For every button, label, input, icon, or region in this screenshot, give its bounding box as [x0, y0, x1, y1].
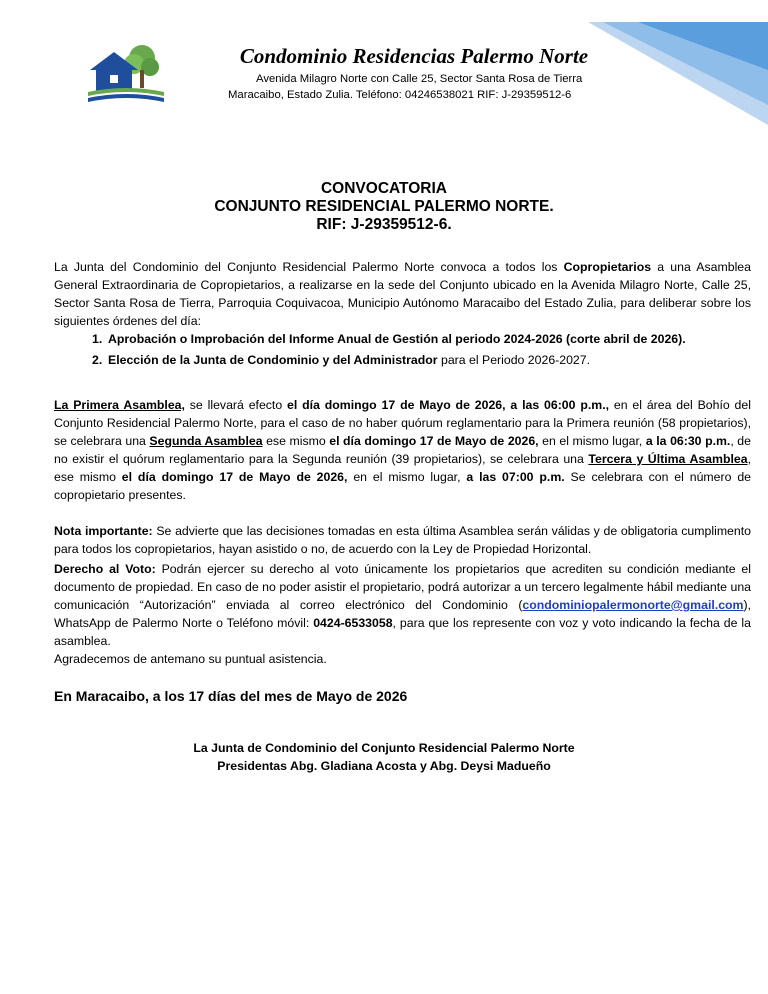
agenda-item: 2. Elección de la Junta de Condominio y del Administrador para el Periodo 2026-2027.	[92, 353, 591, 367]
signature-line-2: Presidentas Abg. Gladiana Acosta y Abg. Deysi Madueño	[217, 759, 551, 773]
agenda-list	[84, 331, 751, 373]
signature-line-1: La Junta de Condominio del Conjunto Residencial Palermo Norte	[193, 741, 575, 755]
closing-line: En Maracaibo, a los 17 días del mes de Mayo de 2026	[54, 688, 408, 704]
note-paragraph: Nota importante: Se advierte que las decisiones tomadas en esta última Asamblea serán válidas y de obligatoria cumplimento para todos los copropietarios, hayan asistido o no, de acuerdo con la Ley de Propiedad Horizontal.	[54, 524, 751, 556]
title-line-1: CONVOCATORIA	[320, 180, 447, 197]
document-title	[0, 180, 768, 234]
title-line-2: CONJUNTO RESIDENCIAL PALERMO NORTE.	[214, 198, 554, 215]
agenda-item: 1. Aprobación o Improbación del Informe Anual de Gestión al periodo 2024-2026 (corte abril de 2026).	[92, 332, 686, 346]
address-line-1: Avenida Milagro Norte con Calle 25, Sector Santa Rosa de Tierra	[256, 73, 583, 85]
thanks-text: Agradecemos de antemano su puntual asistencia.	[54, 652, 327, 666]
address-line-2: Maracaibo, Estado Zulia. Teléfono: 04246538021 RIF: J-29359512-6	[228, 89, 572, 101]
intro-paragraph: La Junta del Condominio del Conjunto Residencial Palermo Norte convoca a todos los Copropietarios a una Asamblea General Extraordinaria de Copropietarios, a realizarse en la sede del Conjunto ubicado en la Avenida Milagro Norte, Calle 25, Sector Santa Rosa de Tierra, Parroquia Coquivacoa, Municipio Autónomo Maracaibo del Estado Zulia, para deliberar sobre los siguientes órdenes del día:	[54, 260, 751, 328]
vote-paragraph: Derecho al Voto: Podrán ejercer su derecho al voto únicamente los propietarios que acrediten su condición mediante el documento de propiedad. En caso de no poder asistir el propietario, podrá autorizar a un tercero legalmente hábil mediante una comunicación “Autorización” enviada al correo electrónico del Condominio (condominiopalermonorte@gmail.com), WhatsApp de Palermo Norte o Teléfono móvil: 0424-6533058, para que los represente con voz y voto indicando la fecha de la asamblea.	[54, 562, 752, 648]
signature-block	[0, 739, 768, 775]
title-line-3: RIF: J-29359512-6.	[316, 216, 452, 233]
assembly-paragraph: La Primera Asamblea, se llevará efecto el día domingo 17 de Mayo de 2026, a las 06:00 p.m., en el área del Bohío del Conjunto Residencial Palermo Norte, para el caso de no haber quórum reglamentario para la Primera reunión (58 propietarios), se celebrara una Segunda Asamblea ese mismo el día domingo 17 de Mayo de 2026, en el mismo lugar, a la 06:30 p.m., de no existir el quórum reglamentario para la Segunda reunión (39 propietarios), se celebrara una Tercera y Última Asamblea, ese mismo el día domingo 17 de Mayo de 2026, en el mismo lugar, a las 07:00 p.m. Se celebrara con el número de copropietario presentes.	[54, 398, 752, 502]
organization-title: Condominio Residencias Palermo Norte	[239, 44, 589, 68]
email-link[interactable]: condominiopalermonorte@gmail.com	[522, 598, 744, 612]
